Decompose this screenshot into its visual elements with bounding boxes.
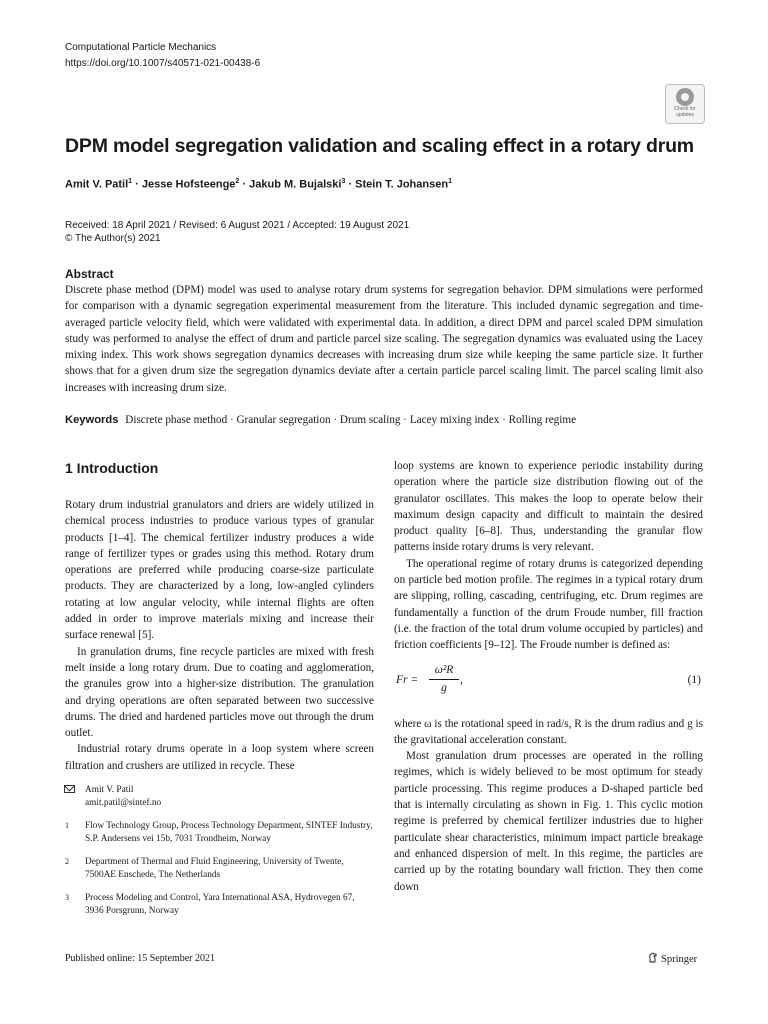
abstract-heading: Abstract bbox=[65, 267, 114, 281]
author-name[interactable]: Amit V. Patil bbox=[65, 178, 129, 191]
history-dates: Received: 18 April 2021 / Revised: 6 August 2021 / Accepted: 19 August 2021 bbox=[65, 220, 410, 231]
affiliation-number: 2 bbox=[65, 857, 69, 866]
author-affiliation-mark: 2 bbox=[235, 178, 240, 185]
corresponding-author-email[interactable]: amit.patil@sintef.no bbox=[85, 797, 162, 808]
author-name[interactable]: Stein T. Johansen bbox=[355, 178, 449, 191]
journal-header bbox=[65, 40, 260, 72]
corresponding-author-name: Amit V. Patil bbox=[85, 785, 134, 795]
affiliation-note bbox=[65, 820, 374, 845]
footnotes bbox=[65, 784, 374, 928]
affiliation-number: 3 bbox=[65, 893, 69, 902]
right-column bbox=[394, 458, 703, 895]
equation-denominator: g bbox=[441, 681, 447, 694]
abstract-text: Discrete phase method (DPM) model was used to analyse rotary drum systems for segregation behavior. DPM simulations were performed for comparison with a dynamic segregation experimental measurement from the literature. This included dynamic segregation and time-averaged particle velocity field, which were validated with experimental data. In addition, a direct DPM and parcel scaled DPM simulation study was performed to analyse the effect of drum and particle parcel size scaling. The segregation dynamics was evaluated using the Lacey mixing index. This work shows segregation dynamics decreases with increasing drum size while keeping the same particle size. It further shows that for a given drum size the segregation dynamics deviate after a certain particle parcel scaling limit. The parcel scaling limit also increases with increasing drum size. bbox=[65, 284, 703, 394]
keywords-line bbox=[65, 412, 725, 428]
author-affiliation-mark: 3 bbox=[341, 178, 346, 185]
copyright-notice: © The Author(s) 2021 bbox=[65, 233, 161, 244]
author-affiliation-mark: 1 bbox=[448, 178, 452, 185]
affiliation-text: Flow Technology Group, Process Technology Department, SINTEF Industry, S.P. Andersens vei 15b, 7031 Trondheim, Norway bbox=[85, 821, 373, 844]
affiliation-note bbox=[65, 856, 374, 881]
author-list: Amit V. Patil$^1$ · Jesse Hofsteenge$^2$ · Jakub M. Bujalski$^3$ · Stein T. Johansen$^1$ bbox=[65, 178, 452, 191]
author-name[interactable]: Jakub M. Bujalski bbox=[249, 178, 342, 191]
froude-number-equation bbox=[394, 662, 703, 706]
doi-link[interactable]: https://doi.org/10.1007/s40571-021-00438-6 bbox=[65, 58, 261, 69]
equation-numerator: ω²R bbox=[429, 662, 459, 680]
published-date: Published online: 15 September 2021 bbox=[65, 953, 215, 964]
keywords-list: Discrete phase method · Granular segregation · Drum scaling · Lacey mixing index · Rolling regime bbox=[125, 414, 577, 426]
body-paragraph: Most granulation drum processes are operated in the rolling regimes, which is widely believed to be most optimum for steady particle processing. This regime produces a D-shaped particle bed that is internally circulating as shown in Fig. 1. This cyclic motion regime is preferred by chemical fertilizer industries due to higher particulate shear characteristics, minimum impact particle breakage and enhanced dispersion of melt. In this regime, the particles are carried up by the rotating boundary wall friction. They then come down bbox=[394, 750, 703, 893]
section-heading-introduction: 1 Introduction bbox=[65, 460, 159, 476]
affiliation-number: 1 bbox=[65, 821, 69, 830]
author-name[interactable]: Jesse Hofsteenge bbox=[141, 178, 236, 191]
affiliation-note bbox=[65, 892, 374, 917]
crossmark-icon bbox=[676, 88, 694, 106]
equation-trailing: , bbox=[460, 673, 463, 686]
body-paragraph: In granulation drums, fine recycle particles are mixed with fresh melt inside a long rotary drum. Due to coating and agglomeration, the granules grow into a higher-size distribution. The granulation and drying operations are often separated between two successive drums. The dried and hardened particles move out through the drum outlet. bbox=[65, 645, 374, 740]
equation-number: (1) bbox=[687, 673, 701, 686]
check-for-updates-label: Check for updates bbox=[674, 106, 696, 118]
body-paragraph: loop systems are known to experience periodic instability during operation where the particle size distribution flowing out of the granulator oscillates. This makes the loop to operate below their maximum design capacity and difficult to maintain the desired product quality [6–8]. Thus, understanding the granular flow patterns inside rotary drums is very relevant. bbox=[394, 460, 703, 554]
body-paragraph: Rotary drum industrial granulators and driers are widely utilized in chemical process industries to produce various types of granular products [1–4]. The chemical fertilizer industry produces a wide range of fertilizer types or grades using this method. Rotary drum operations are preferred while producing coarse-size particulate products. They are characterized by a long, low-angled cylinders rotating at low angular velocity, while internal flights are often added in order to improve materials mixing and increase their surface renewal [5]. bbox=[65, 499, 374, 642]
body-paragraph: where ω is the rotational speed in rad/s, R is the drum radius and g is the gravitational acceleration constant. bbox=[394, 717, 703, 746]
author-affiliation-mark: 1 bbox=[128, 178, 133, 185]
envelope-icon bbox=[64, 785, 75, 793]
body-paragraph: The operational regime of rotary drums is categorized depending on particle bed motion profile. The regimes in a typical rotary drum are slipping, rolling, cascading, centrifuging, etc. Drum regimes are fundamentally a function of the drum Froude number, fill fraction (i.e. the fraction of the total drum volume occupied by particles) and friction coefficients [9–12]. The Froude number is defined as: bbox=[394, 557, 703, 652]
publisher-name: Springer bbox=[661, 954, 698, 965]
body-paragraph: Industrial rotary drums operate in a loop system where screen filtration and crushers are utilized in recycle. These bbox=[65, 743, 374, 772]
springer-horse-icon bbox=[648, 952, 658, 963]
affiliation-text: Process Modeling and Control, Yara International ASA, Hydrovegen 67, 3936 Porsgrunn, Norway bbox=[85, 893, 355, 916]
equation-lhs: Fr = bbox=[396, 673, 419, 686]
article-title: DPM model segregation validation and scaling effect in a rotary drum bbox=[65, 135, 694, 157]
publisher-logo bbox=[648, 952, 697, 965]
check-for-updates-badge[interactable] bbox=[665, 84, 705, 124]
affiliation-text: Department of Thermal and Fluid Engineering, University of Twente, 7500AE Enschede, The Netherlands bbox=[85, 857, 344, 880]
keywords-label: Keywords bbox=[65, 414, 119, 426]
article-dates bbox=[65, 219, 409, 245]
equation-fraction bbox=[429, 662, 459, 696]
corresponding-author-note bbox=[65, 784, 374, 809]
journal-name: Computational Particle Mechanics bbox=[65, 42, 217, 53]
abstract-section bbox=[65, 266, 703, 396]
left-column bbox=[65, 458, 374, 774]
